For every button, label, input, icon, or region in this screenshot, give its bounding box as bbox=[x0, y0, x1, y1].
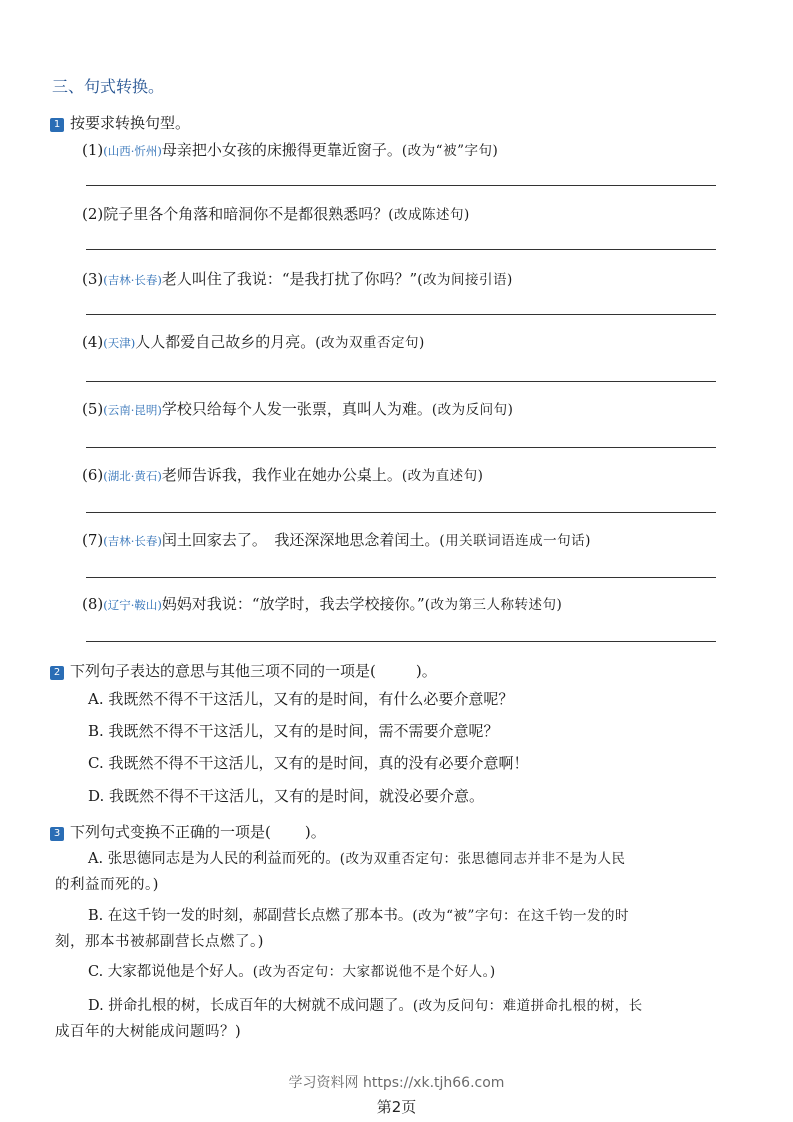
item-instruction: (用关联词语连成一句话) bbox=[439, 533, 591, 549]
option-b-sentence: B. 在这千钧一发的时刻，郝副营长点燃了那本书。 bbox=[88, 908, 413, 924]
option-d-sentence: D. 拼命扎根的树，长成百年的大树就不成问题了。 bbox=[88, 998, 413, 1014]
item-number: (3) bbox=[82, 270, 104, 288]
question-1-item-5 bbox=[82, 398, 513, 419]
item-instruction: (改为直述句) bbox=[401, 468, 484, 484]
question-1-item-7 bbox=[82, 529, 591, 550]
question-1-number-badge: 1 bbox=[50, 118, 64, 132]
question-1-item-1 bbox=[82, 139, 498, 160]
item-sentence: 闰土回家去了。 我还深深地思念着闰土。 bbox=[161, 531, 440, 549]
question-3-option-c bbox=[88, 959, 496, 985]
section-title: 三、句式转换。 bbox=[52, 77, 165, 96]
item-sentence: 母亲把小女孩的床搬得更靠近窗子。 bbox=[161, 141, 402, 159]
question-1-item-2 bbox=[82, 203, 470, 224]
item-source: (辽宁·鞍山) bbox=[103, 598, 162, 612]
page-number: 第2页 bbox=[376, 1098, 417, 1116]
answer-line[interactable] bbox=[86, 512, 716, 513]
option-a-sentence: A. 张思德同志是为人民的利益而死的。 bbox=[88, 851, 340, 867]
question-3-option-a-cont: 的利益而死的。) bbox=[55, 877, 159, 893]
answer-line[interactable] bbox=[86, 447, 716, 448]
question-2-option-a: A. 我既然不得不干这活儿，又有的是时间，有什么必要介意呢？ bbox=[88, 690, 514, 708]
question-2-prompt-end: )。 bbox=[415, 662, 437, 680]
question-1-prompt: 按要求转换句型。 bbox=[70, 114, 191, 132]
item-number: (7) bbox=[82, 531, 104, 549]
question-2-option-b: B. 我既然不得不干这活儿，又有的是时间，需不需要介意呢？ bbox=[88, 722, 499, 740]
item-instruction: (改为双重否定句) bbox=[315, 335, 425, 351]
question-3-header bbox=[50, 821, 326, 842]
question-1-item-3 bbox=[82, 268, 513, 289]
item-source: (吉林·长春) bbox=[103, 534, 162, 548]
option-d-note: (改为反问句：难道拼命扎根的树，长 bbox=[412, 998, 643, 1014]
question-1-item-4 bbox=[82, 331, 425, 352]
item-instruction: (改为“被”字句) bbox=[401, 143, 499, 159]
question-1-item-6 bbox=[82, 464, 483, 485]
item-instruction: (改为第三人称转述句) bbox=[424, 597, 563, 613]
item-number: (2) bbox=[82, 205, 104, 223]
item-number: (8) bbox=[82, 595, 104, 613]
item-sentence: 人人都爱自己故乡的月亮。 bbox=[135, 333, 316, 351]
item-source: (云南·昆明) bbox=[103, 403, 162, 417]
answer-line[interactable] bbox=[86, 641, 716, 642]
question-3-option-d-cont: 成百年的大树能成问题吗？) bbox=[55, 1024, 242, 1040]
item-sentence: 老师告诉我，我作业在她办公桌上。 bbox=[161, 466, 402, 484]
answer-line[interactable] bbox=[86, 577, 716, 578]
question-2-header bbox=[50, 660, 437, 681]
option-a-note: (改为双重否定句：张思德同志并非不是为人民 bbox=[339, 851, 626, 867]
item-instruction: (改为间接引语) bbox=[417, 272, 513, 288]
item-number: (6) bbox=[82, 466, 104, 484]
answer-line[interactable] bbox=[86, 381, 716, 382]
item-source: (山西·忻州) bbox=[103, 144, 162, 158]
answer-line[interactable] bbox=[86, 314, 716, 315]
question-3-option-a bbox=[88, 846, 625, 872]
answer-line[interactable] bbox=[86, 249, 716, 250]
question-3-option-b-cont: 刻，那本书被郝副营长点燃了。) bbox=[55, 934, 264, 950]
item-number: (5) bbox=[82, 400, 104, 418]
item-number: (4) bbox=[82, 333, 104, 351]
option-b-note: (改为“被”字句：在这千钧一发的时 bbox=[412, 908, 629, 924]
question-2-prompt: 下列句子表达的意思与其他三项不同的一项是( bbox=[70, 662, 376, 680]
footer-website: 学习资料网 https://xk.tjh66.com bbox=[288, 1075, 505, 1091]
item-sentence: 老人叫住了我说：“是我打扰了你吗？” bbox=[161, 270, 418, 288]
answer-line[interactable] bbox=[86, 185, 716, 186]
item-sentence: 院子里各个角落和暗洞你不是都很熟悉吗？ bbox=[103, 205, 389, 223]
question-3-prompt: 下列句式变换不正确的一项是( bbox=[70, 823, 271, 841]
item-sentence: 学校只给每个人发一张票，真叫人为难。 bbox=[161, 400, 432, 418]
question-1-item-8 bbox=[82, 593, 562, 614]
item-instruction: (改成陈述句) bbox=[388, 207, 470, 223]
item-instruction: (改为反问句) bbox=[431, 402, 514, 418]
item-source: (湖北·黄石) bbox=[103, 469, 162, 483]
question-2-number-badge: 2 bbox=[50, 666, 64, 680]
question-3-prompt-end: )。 bbox=[304, 823, 326, 841]
item-number: (1) bbox=[82, 141, 104, 159]
item-sentence: 妈妈对我说：“放学时，我去学校接你。” bbox=[161, 595, 425, 613]
question-3-option-b bbox=[88, 903, 629, 929]
question-2-option-c: C. 我既然不得不干这活儿，又有的是时间，真的没有必要介意啊！ bbox=[88, 754, 529, 772]
question-3-number-badge: 3 bbox=[50, 827, 64, 841]
question-1-header bbox=[50, 112, 190, 133]
item-source: (天津) bbox=[103, 336, 136, 350]
option-c-note: (改为否定句：大家都说他不是个好人。) bbox=[252, 964, 496, 980]
option-c-sentence: C. 大家都说他是个好人。 bbox=[88, 964, 253, 980]
question-3-option-d bbox=[88, 993, 643, 1019]
item-source: (吉林·长春) bbox=[103, 273, 162, 287]
question-2-option-d: D. 我既然不得不干这活儿，又有的是时间，就没必要介意。 bbox=[88, 787, 485, 805]
